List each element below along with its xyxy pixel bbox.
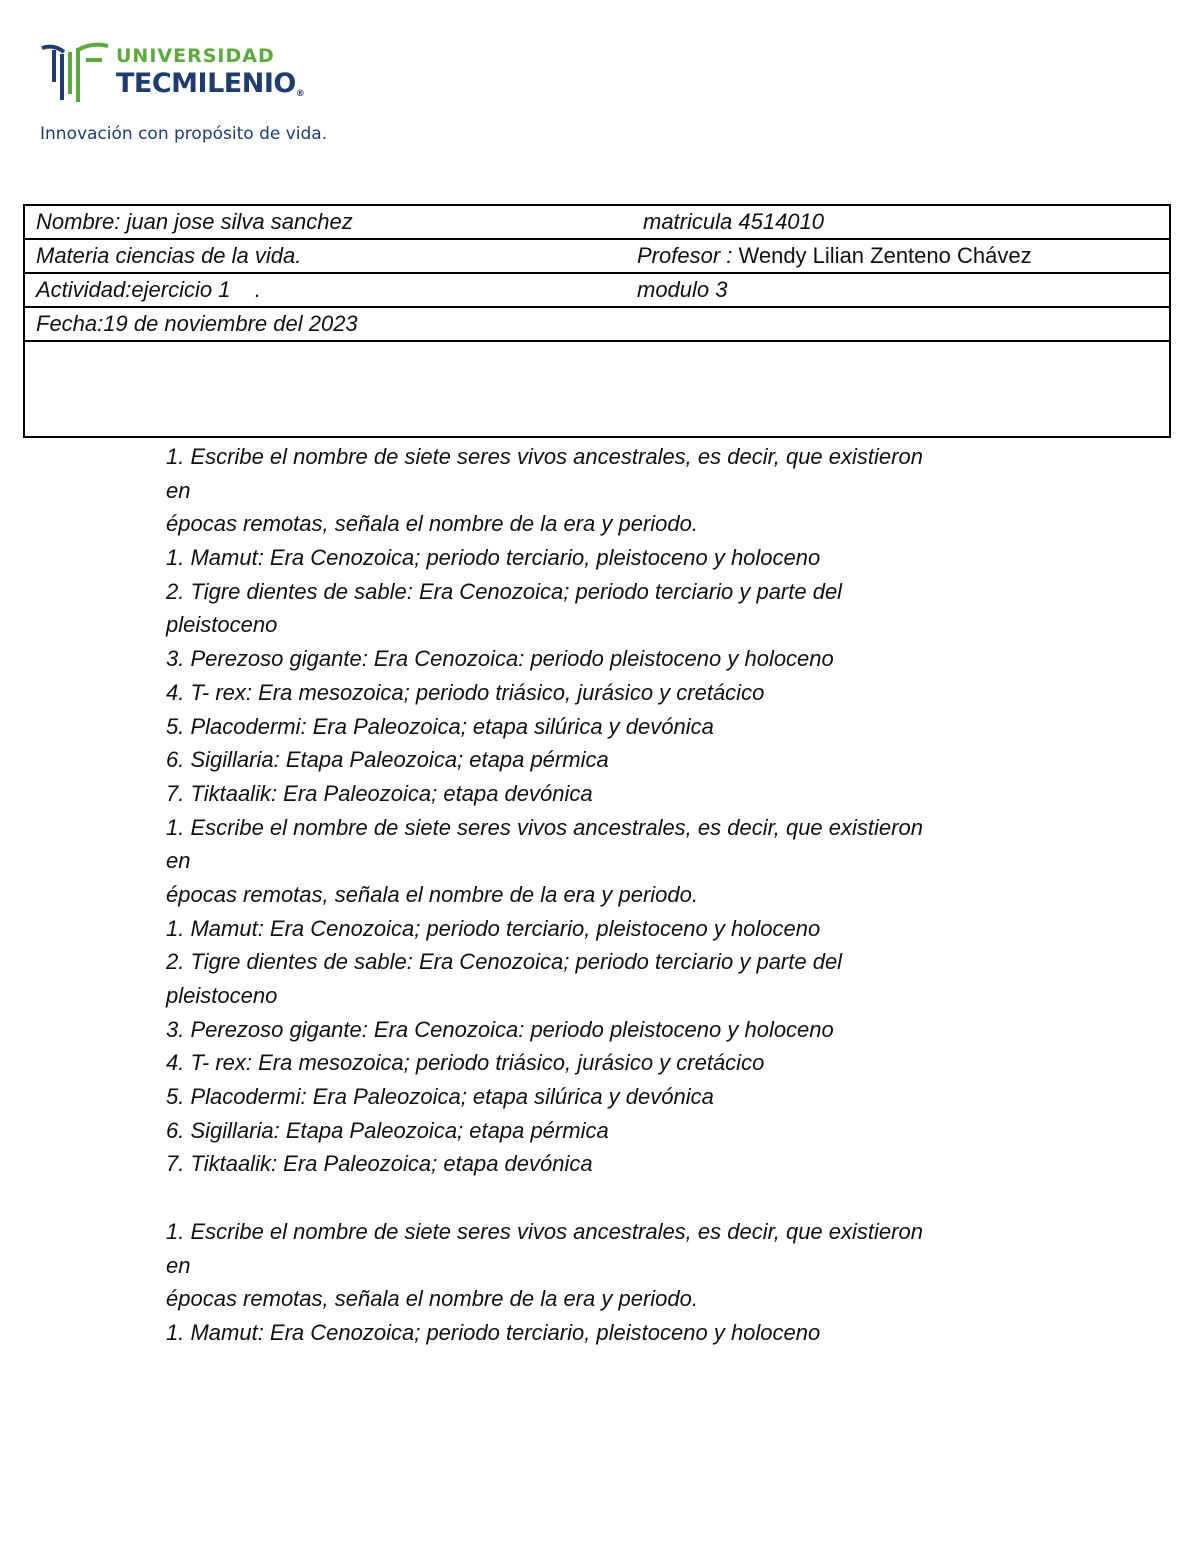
- text-line: en: [166, 848, 191, 874]
- row-fecha: [25, 308, 1169, 342]
- text-line: 1. Escribe el nombre de siete seres vivos ancestrales, es decir, que existieron: [166, 1218, 923, 1244]
- row-actividad: [25, 274, 1169, 308]
- logo-tagline: Innovación con propósito de vida.: [40, 124, 328, 144]
- student-info-table: [23, 204, 1171, 438]
- text-line: 1. Escribe el nombre de siete seres vivos ancestrales, es decir, que existieron: [166, 444, 923, 469]
- text-line: 3. Perezoso gigante: Era Cenozoica: periodo pleistoceno y holoceno: [166, 646, 834, 672]
- text-line: épocas remotas, señala el nombre de la era y periodo.: [166, 881, 698, 907]
- text-line: 2. Tigre dientes de sable: Era Cenozoica; periodo terciario y parte del: [166, 949, 843, 975]
- text-line: 1. Escribe el nombre de siete seres vivos ancestrales, es decir, que existieron: [166, 814, 923, 840]
- text-line: 1. Mamut: Era Cenozoica; periodo terciario, pleistoceno y holoceno: [166, 545, 821, 571]
- text-line: 4. T- rex: Era mesozoica; periodo triásico, jurásico y cretácico: [166, 1050, 765, 1076]
- text-line: en: [166, 477, 191, 503]
- registered-mark: ®: [295, 89, 305, 99]
- text-line: 1. Mamut: Era Cenozoica; periodo terciario, pleistoceno y holoceno: [166, 915, 821, 941]
- text-line: 2. Tigre dientes de sable: Era Cenozoica; periodo terciario y parte del: [166, 578, 843, 604]
- teacher-label: Profesor :: [637, 243, 739, 268]
- exercise-text: [166, 440, 1026, 1350]
- activity: Actividad:ejercicio 1 .: [36, 277, 261, 302]
- student-id: matricula 4514010: [643, 209, 825, 234]
- module: modulo 3: [637, 277, 728, 302]
- text-line: 5. Placodermi: Era Paleozoica; etapa silúrica y devónica: [166, 1084, 714, 1110]
- row-materia: [25, 240, 1169, 274]
- student-name: Nombre: juan jose silva sanchez: [36, 209, 353, 234]
- teacher: [637, 240, 1032, 272]
- tec-emblem-icon: [40, 42, 110, 106]
- university-logo: [40, 40, 360, 160]
- text-line: en: [166, 1252, 191, 1278]
- text-line: 3. Perezoso gigante: Era Cenozoica: periodo pleistoceno y holoceno: [166, 1016, 834, 1042]
- text-line: [166, 1181, 1026, 1215]
- date: Fecha:19 de noviembre del 2023: [36, 311, 358, 336]
- logo-tecmilenio-text: TECMILENIO: [116, 68, 296, 99]
- text-line: 6. Sigillaria: Etapa Paleozoica; etapa pérmica: [166, 747, 609, 773]
- text-line: épocas remotas, señala el nombre de la era y periodo.: [166, 511, 698, 537]
- text-line: 5. Placodermi: Era Paleozoica; etapa silúrica y devónica: [166, 713, 714, 739]
- teacher-name: Wendy Lilian Zenteno Chávez: [738, 243, 1032, 268]
- text-line: 1. Mamut: Era Cenozoica; periodo terciario, pleistoceno y holoceno: [166, 1319, 821, 1345]
- text-line: 6. Sigillaria: Etapa Paleozoica; etapa pérmica: [166, 1117, 609, 1143]
- text-line: épocas remotas, señala el nombre de la era y periodo.: [166, 1286, 698, 1312]
- text-line: 4. T- rex: Era mesozoica; periodo triásico, jurásico y cretácico: [166, 679, 765, 705]
- row-nombre: [25, 206, 1169, 240]
- text-line: 7. Tiktaalik: Era Paleozoica; etapa devónica: [166, 1151, 593, 1177]
- subject: Materia ciencias de la vida.: [36, 243, 302, 268]
- text-line: pleistoceno: [166, 983, 278, 1008]
- logo-universidad: UNIVERSIDAD: [116, 45, 275, 67]
- text-line: pleistoceno: [166, 612, 278, 638]
- logo-tecmilenio: [116, 68, 304, 99]
- text-line: 7. Tiktaalik: Era Paleozoica; etapa devónica: [166, 780, 593, 806]
